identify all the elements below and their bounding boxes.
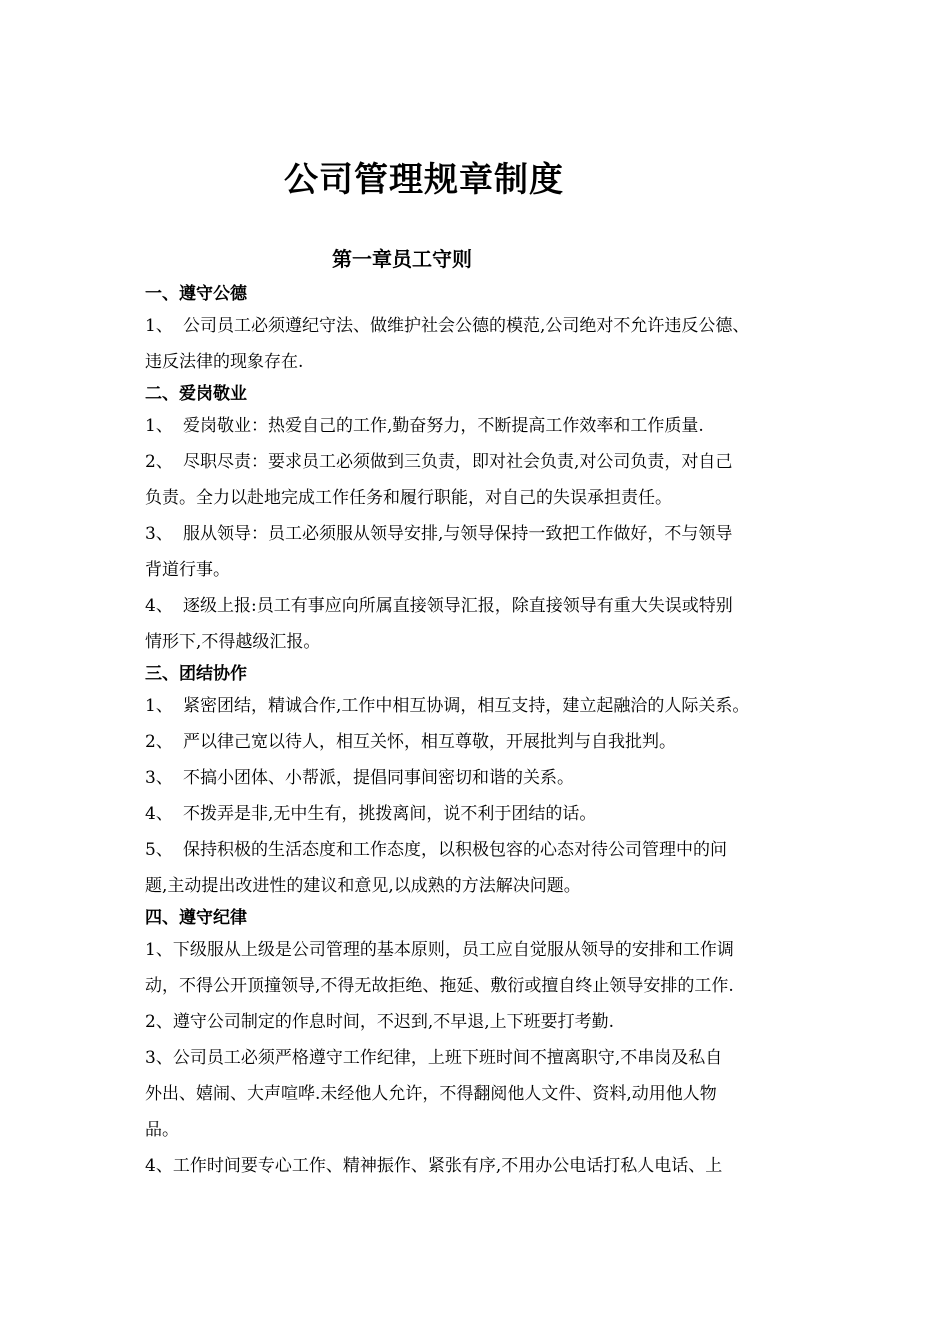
- list-item-line: [145, 308, 825, 344]
- list-item-line: [145, 1112, 825, 1148]
- list-item-line: [145, 516, 825, 552]
- list-item-line: [145, 832, 825, 868]
- chapter-heading: 第一章员工守则: [332, 247, 472, 271]
- item-number: 1、: [145, 416, 173, 436]
- item-text: 背道行事。: [145, 560, 230, 580]
- item-text: 服从领导：员工必须服从领导安排,与领导保持一致把工作做好，不与领导: [183, 524, 733, 544]
- item-number: 4、: [145, 1156, 173, 1176]
- item-text: 情形下,不得越级汇报。: [145, 632, 321, 652]
- item-text: 工作时间要专心工作、精神振作、紧张有序,不用办公电话打私人电话、上: [172, 1156, 723, 1176]
- item-text: 严以律己宽以待人，相互关怀，相互尊敬，开展批判与自我批判。: [183, 732, 676, 752]
- list-item-line: [145, 552, 825, 588]
- list-item-line: [145, 444, 825, 480]
- list-item-line: [145, 724, 825, 760]
- item-number: 4、: [145, 804, 173, 824]
- list-item-line: [145, 480, 825, 516]
- item-text: 逐级上报:员工有事应向所属直接领导汇报，除直接领导有重大失误或特别: [183, 596, 733, 616]
- section-heading: 一、遵守公德: [145, 284, 247, 304]
- item-text: 下级服从上级是公司管理的基本原则，员工应自觉服从领导的安排和工作调: [172, 940, 734, 960]
- item-number: 5、: [145, 840, 173, 860]
- item-text: 违反法律的现象存在.: [145, 352, 304, 372]
- list-item-line: [145, 408, 825, 444]
- list-item-line: [145, 1148, 825, 1184]
- item-text: 爱岗敬业：热爱自己的工作,勤奋努力，不断提高工作效率和工作质量.: [183, 416, 704, 436]
- list-item-line: [145, 868, 825, 904]
- item-text: 尽职尽责：要求员工必须做到三负责，即对社会负责,对公司负责，对自己: [183, 452, 733, 472]
- item-text: 不拨弄是非,无中生有，挑拨离间，说不利于团结的话。: [183, 804, 597, 824]
- item-text: 动，不得公开顶撞领导,不得无故拒绝、拖延、敷衍或擅自终止领导安排的工作.: [145, 976, 734, 996]
- list-item-line: [145, 624, 825, 660]
- item-text: 品。: [145, 1120, 179, 1140]
- list-item-line: [145, 760, 825, 796]
- item-number: 3、: [145, 524, 173, 544]
- section-heading: 二、爱岗敬业: [145, 384, 247, 404]
- list-item-line: [145, 1040, 825, 1076]
- item-text: 紧密团结，精诚合作,工作中相互协调，相互支持，建立起融洽的人际关系。: [183, 696, 750, 716]
- document-body: [145, 280, 825, 1184]
- list-item-line: [145, 688, 825, 724]
- item-text: 不搞小团体、小帮派，提倡同事间密切和谐的关系。: [183, 768, 574, 788]
- item-text: 公司员工必须遵纪守法、做维护社会公德的模范,公司绝对不允许违反公德、: [183, 316, 750, 336]
- item-text: 负责。全力以赴地完成工作任务和履行职能，对自己的失误承担责任。: [145, 488, 672, 508]
- section-heading: 四、遵守纪律: [145, 908, 247, 928]
- list-item-line: [145, 968, 825, 1004]
- item-number: 4、: [145, 596, 173, 616]
- item-number: 1、: [145, 940, 173, 960]
- item-text: 题,主动提出改进性的建议和意见,以成熟的方法解决问题。: [145, 876, 581, 896]
- item-number: 3、: [145, 1048, 173, 1068]
- item-number: 2、: [145, 732, 173, 752]
- item-number: 2、: [145, 1012, 173, 1032]
- list-item-line: [145, 1076, 825, 1112]
- item-number: 1、: [145, 696, 173, 716]
- list-item-line: [145, 796, 825, 832]
- item-number: 2、: [145, 452, 173, 472]
- item-number: 1、: [145, 316, 173, 336]
- list-item-line: [145, 588, 825, 624]
- item-text: 外出、嬉闹、大声喧哗.未经他人允许，不得翻阅他人文件、资料,动用他人物: [145, 1084, 717, 1104]
- section-heading: 三、团结协作: [145, 664, 247, 684]
- item-number: 3、: [145, 768, 173, 788]
- item-text: 遵守公司制定的作息时间，不迟到,不早退,上下班要打考勤.: [172, 1012, 615, 1032]
- list-item-line: [145, 932, 825, 968]
- list-item-line: [145, 1004, 825, 1040]
- item-text: 保持积极的生活态度和工作态度，以积极包容的心态对待公司管理中的问: [183, 840, 727, 860]
- item-text: 公司员工必须严格遵守工作纪律，上班下班时间不擅离职守,不串岗及私自: [172, 1048, 723, 1068]
- document-title: 公司管理规章制度: [284, 160, 564, 200]
- list-item-line: [145, 344, 825, 380]
